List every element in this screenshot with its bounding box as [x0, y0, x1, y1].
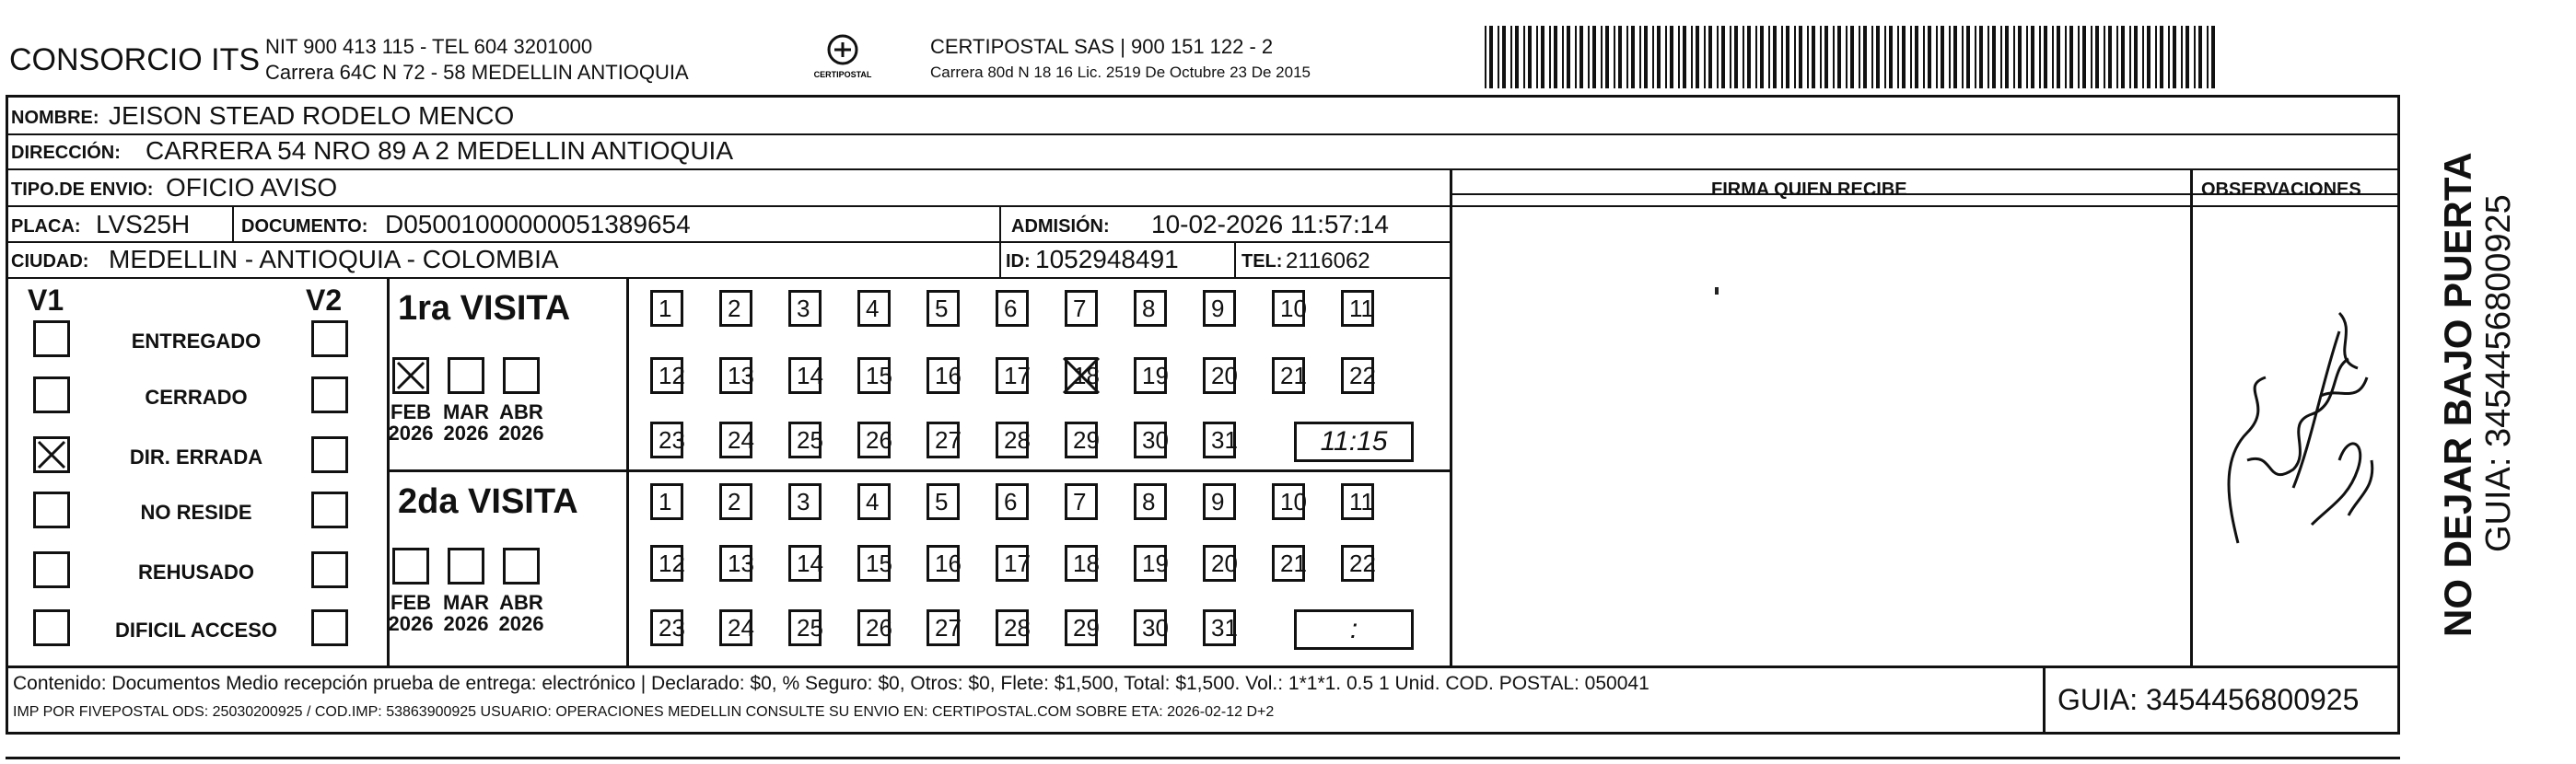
- visit2-day-box[interactable]: 1: [650, 483, 683, 520]
- visit2-day-box[interactable]: 16: [927, 545, 960, 582]
- footer-imp: IMP POR FIVEPOSTAL ODS: 25030200925 / COD.IMP: 53863900925 USUARIO: OPERACIONES MEDELLIN CONSULTE SU ENVIO EN: CERTIPOSTAL.COM SOBRE ETA: 2026-02-12 D+2: [13, 704, 1275, 720]
- frame-left: [6, 95, 8, 735]
- visit1-day-box[interactable]: 12: [650, 357, 683, 394]
- visit1-day-box[interactable]: 19: [1134, 357, 1167, 394]
- visit2-day-box[interactable]: 7: [1065, 483, 1098, 520]
- visit1-day-box[interactable]: 22: [1341, 357, 1374, 394]
- visit1-day-box[interactable]: 24: [719, 422, 752, 458]
- visit1-day-box[interactable]: 5: [927, 290, 960, 327]
- v2-checkbox-4[interactable]: [311, 492, 348, 528]
- placa-value: LVS25H: [96, 210, 191, 238]
- nombre-value: JEISON STEAD RODELO MENCO: [109, 101, 515, 130]
- visit2-day-box[interactable]: 13: [719, 545, 752, 582]
- visit1-day-box[interactable]: 15: [857, 357, 891, 394]
- v1-checkbox-2[interactable]: [33, 376, 70, 413]
- status-label: NO RESIDE: [140, 501, 252, 524]
- visit2-day-box[interactable]: 29: [1065, 609, 1098, 646]
- tel-value: 2116062: [1286, 249, 1370, 273]
- visit2-day-box[interactable]: 19: [1134, 545, 1167, 582]
- visit1-day-mark-icon: [1061, 355, 1102, 396]
- v1-checkbox-6[interactable]: [33, 609, 70, 646]
- visit2-day-box[interactable]: 12: [650, 545, 683, 582]
- visit1-day-box[interactable]: 29: [1065, 422, 1098, 458]
- v2-checkbox-2[interactable]: [311, 376, 348, 413]
- documento-value: D05001000000051389654: [385, 210, 691, 238]
- visit2-day-box[interactable]: 14: [788, 545, 822, 582]
- visit2-day-box[interactable]: 26: [857, 609, 891, 646]
- v1-checkbox-4[interactable]: [33, 492, 70, 528]
- carrier-name: CERTIPOSTAL SAS | 900 151 122 - 2: [930, 35, 1274, 58]
- tipo-envio-value: OFICIO AVISO: [166, 173, 338, 202]
- footer-contenido: Contenido: Documentos Medio recepción prueba de entrega: electrónico | Declarado: $0, % Seguro: $0, Otros: $0, Flete: $1,500, Total: $1,500. Vol.: 1*1*1. 0.5 1 Unid. COD. POSTAL: 050041: [13, 673, 1649, 694]
- visit2-day-box[interactable]: 6: [996, 483, 1029, 520]
- visit1-day-box[interactable]: 20: [1203, 357, 1236, 394]
- v1-checkbox-5[interactable]: [33, 551, 70, 588]
- side-no-dejar: NO DEJAR BAJO PUERTA: [2436, 152, 2479, 637]
- v2-label: V2: [306, 284, 343, 317]
- frame-right: [2397, 95, 2400, 735]
- visit2-day-box[interactable]: 24: [719, 609, 752, 646]
- firma-header: FIRMA QUIEN RECIBE: [1711, 179, 1907, 200]
- barcode: [1485, 26, 2221, 88]
- documento-label: DOCUMENTO:: [241, 216, 368, 237]
- visit1-day-box[interactable]: 6: [996, 290, 1029, 327]
- visit2-day-box[interactable]: 23: [650, 609, 683, 646]
- frame-bottom-outer: [6, 757, 2400, 759]
- status-label: REHUSADO: [138, 561, 254, 584]
- direccion-value: CARRERA 54 NRO 89 A 2 MEDELLIN ANTIOQUIA: [146, 136, 733, 165]
- handwritten-signature: [2210, 276, 2385, 571]
- v2-checkbox-1[interactable]: [311, 320, 348, 357]
- visit2-day-box[interactable]: 28: [996, 609, 1029, 646]
- visit1-day-box[interactable]: 23: [650, 422, 683, 458]
- visit1-day-box[interactable]: 27: [927, 422, 960, 458]
- visit2-month-checkbox-abr[interactable]: [503, 548, 540, 585]
- tipo-envio-label: TIPO.DE ENVIO:: [11, 179, 154, 200]
- side-guia: GUIA: 3454456800925: [2479, 194, 2518, 552]
- visit2-month-checkbox-mar[interactable]: [448, 548, 484, 585]
- visit2-day-box[interactable]: 10: [1272, 483, 1305, 520]
- v2-checkbox-6[interactable]: [311, 609, 348, 646]
- visit1-day-box[interactable]: 1: [650, 290, 683, 327]
- visit1-day-box[interactable]: 11: [1341, 290, 1374, 327]
- status-label: ENTREGADO: [131, 330, 262, 353]
- status-label: DIFICIL ACCESO: [114, 619, 277, 642]
- v1-checkbox-3[interactable]: [33, 436, 70, 473]
- company-name: CONSORCIO ITS: [9, 42, 261, 77]
- v2-checkbox-3[interactable]: [311, 436, 348, 473]
- placa-label: PLACA:: [11, 216, 81, 237]
- visit2-month-label: MAR 2026: [442, 591, 490, 636]
- visit1-day-box[interactable]: 13: [719, 357, 752, 394]
- status-label: DIR. ERRADA: [129, 446, 263, 469]
- visit1-day-box[interactable]: 14: [788, 357, 822, 394]
- visit2-day-box[interactable]: 30: [1134, 609, 1167, 646]
- visit2-day-box[interactable]: 3: [788, 483, 822, 520]
- visit2-day-box[interactable]: 5: [927, 483, 960, 520]
- visit2-day-box[interactable]: 20: [1203, 545, 1236, 582]
- visit2-day-box[interactable]: 31: [1203, 609, 1236, 646]
- visit1-month-label: FEB 2026: [388, 400, 434, 446]
- visit2-day-box[interactable]: 17: [996, 545, 1029, 582]
- visit1-day-box[interactable]: 21: [1272, 357, 1305, 394]
- visit2-day-box[interactable]: 15: [857, 545, 891, 582]
- frame-top: [6, 95, 2400, 98]
- visit1-day-box[interactable]: 4: [857, 290, 891, 327]
- v2-checkbox-5[interactable]: [311, 551, 348, 588]
- company-nit-tel: NIT 900 413 115 - TEL 604 3201000: [265, 35, 593, 58]
- visit2-day-box[interactable]: 22: [1341, 545, 1374, 582]
- v1-label: V1: [28, 284, 64, 317]
- visit1-day-box[interactable]: 3: [788, 290, 822, 327]
- visit2-day-box[interactable]: 9: [1203, 483, 1236, 520]
- visit1-month-label: MAR 2026: [442, 400, 490, 446]
- visit2-day-box[interactable]: 11: [1341, 483, 1374, 520]
- visit1-day-box[interactable]: 17: [996, 357, 1029, 394]
- observaciones-header: OBSERVACIONES: [2201, 179, 2361, 200]
- visit1-day-box[interactable]: 16: [927, 357, 960, 394]
- ciudad-value: MEDELLIN - ANTIOQUIA - COLOMBIA: [109, 245, 559, 273]
- direccion-label: DIRECCIÓN:: [11, 143, 121, 163]
- logo-text: CERTIPOSTAL: [813, 70, 872, 79]
- visit2-month-checkbox-feb[interactable]: [392, 548, 429, 585]
- visit2-day-box[interactable]: 21: [1272, 545, 1305, 582]
- carrier-address: Carrera 80d N 18 16 Lic. 2519 De Octubre 23 De 2015: [930, 64, 1311, 81]
- visit1-day-box[interactable]: 25: [788, 422, 822, 458]
- admision-value: 10-02-2026 11:57:14: [1151, 210, 1389, 238]
- tel-label: TEL:: [1241, 251, 1283, 272]
- footer-guia: GUIA: 3454456800925: [2057, 683, 2360, 716]
- admision-label: ADMISIÓN:: [1011, 216, 1110, 237]
- visit1-day-box[interactable]: 7: [1065, 290, 1098, 327]
- id-value: 1052948491: [1035, 245, 1179, 273]
- visit1-month-checkbox-mar[interactable]: [448, 357, 484, 394]
- visit2-day-box[interactable]: 2: [719, 483, 752, 520]
- visit1-month-label: ABR 2026: [498, 400, 544, 446]
- visit1-title: 1ra VISITA: [398, 289, 571, 328]
- id-label: ID:: [1006, 251, 1031, 272]
- v1-checkbox-1[interactable]: [33, 320, 70, 357]
- visit2-day-box[interactable]: 25: [788, 609, 822, 646]
- visit2-day-box[interactable]: 8: [1134, 483, 1167, 520]
- visit2-month-label: FEB 2026: [388, 591, 434, 636]
- visit2-day-box[interactable]: 18: [1065, 545, 1098, 582]
- visit1-time-box[interactable]: 11:15: [1294, 422, 1414, 462]
- visit2-day-box[interactable]: 4: [857, 483, 891, 520]
- nombre-label: NOMBRE:: [11, 108, 99, 128]
- ciudad-label: CIUDAD:: [11, 251, 89, 272]
- visit2-month-label: ABR 2026: [498, 591, 544, 636]
- visit1-day-box[interactable]: 28: [996, 422, 1029, 458]
- visit1-day-box[interactable]: 18: [1065, 357, 1098, 394]
- visit1-day-box[interactable]: 31: [1203, 422, 1236, 458]
- visit1-month-checkbox-feb[interactable]: [392, 357, 429, 394]
- visit1-day-box[interactable]: 8: [1134, 290, 1167, 327]
- signature-dot: [1715, 287, 1719, 295]
- certipostal-logo-icon: [810, 31, 875, 87]
- visit2-time-box[interactable]: :: [1294, 609, 1414, 650]
- visit1-day-box[interactable]: 26: [857, 422, 891, 458]
- visit2-day-box[interactable]: 27: [927, 609, 960, 646]
- visit1-month-checkbox-abr[interactable]: [503, 357, 540, 394]
- frame-bottom: [6, 732, 2400, 735]
- status-label: CERRADO: [145, 386, 248, 409]
- visit1-day-box[interactable]: 10: [1272, 290, 1305, 327]
- visit1-day-box[interactable]: 9: [1203, 290, 1236, 327]
- visit1-day-box[interactable]: 30: [1134, 422, 1167, 458]
- visit2-title: 2da VISITA: [398, 482, 578, 521]
- company-address: Carrera 64C N 72 - 58 MEDELLIN ANTIOQUIA: [265, 61, 689, 84]
- visit1-day-box[interactable]: 2: [719, 290, 752, 327]
